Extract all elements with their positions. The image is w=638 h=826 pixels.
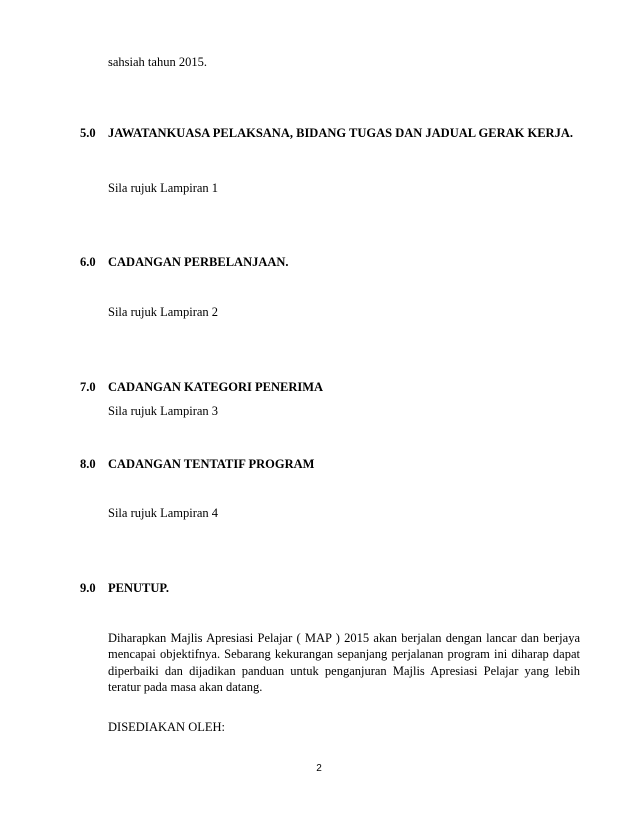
section-5-title: JAWATANKUASA PELAKSANA, BIDANG TUGAS DAN JADUAL GERAK KERJA.: [108, 126, 573, 140]
prepared-by-label: DISEDIAKAN OLEH:: [108, 720, 225, 734]
section-7-text: Sila rujuk Lampiran 3: [108, 404, 219, 418]
section-7-number: 7.0: [80, 380, 96, 394]
section-5-text: Sila rujuk Lampiran 1: [108, 181, 219, 195]
section-8-text: Sila rujuk Lampiran 4: [108, 506, 219, 520]
section-6-text: Sila rujuk Lampiran 2: [108, 305, 219, 319]
section-9-paragraph: Diharapkan Majlis Apresiasi Pelajar ( MAP ) 2015 akan berjalan dengan lancar dan berjaya mencapai objektifnya. Sebarang kekurangan sepanjang perjalanan program ini diharap dapat diperbaiki dan dijadikan panduan untuk penganjuran Majlis Apresiasi Pelajar yang lebih teratur pada masa akan datang.: [108, 631, 580, 694]
section-6-title: CADANGAN PERBELANJAAN.: [108, 255, 289, 269]
section-7-title: CADANGAN KATEGORI PENERIMA: [108, 380, 324, 394]
section-6-number: 6.0: [80, 255, 96, 269]
section-9-number: 9.0: [80, 581, 96, 595]
section-8-number: 8.0: [80, 457, 96, 471]
intro-line: sahsiah tahun 2015.: [108, 55, 207, 69]
page-number: 2: [316, 763, 322, 774]
section-8-title: CADANGAN TENTATIF PROGRAM: [108, 457, 315, 471]
section-5-number: 5.0: [80, 126, 96, 140]
section-9-title: PENUTUP.: [108, 581, 170, 595]
